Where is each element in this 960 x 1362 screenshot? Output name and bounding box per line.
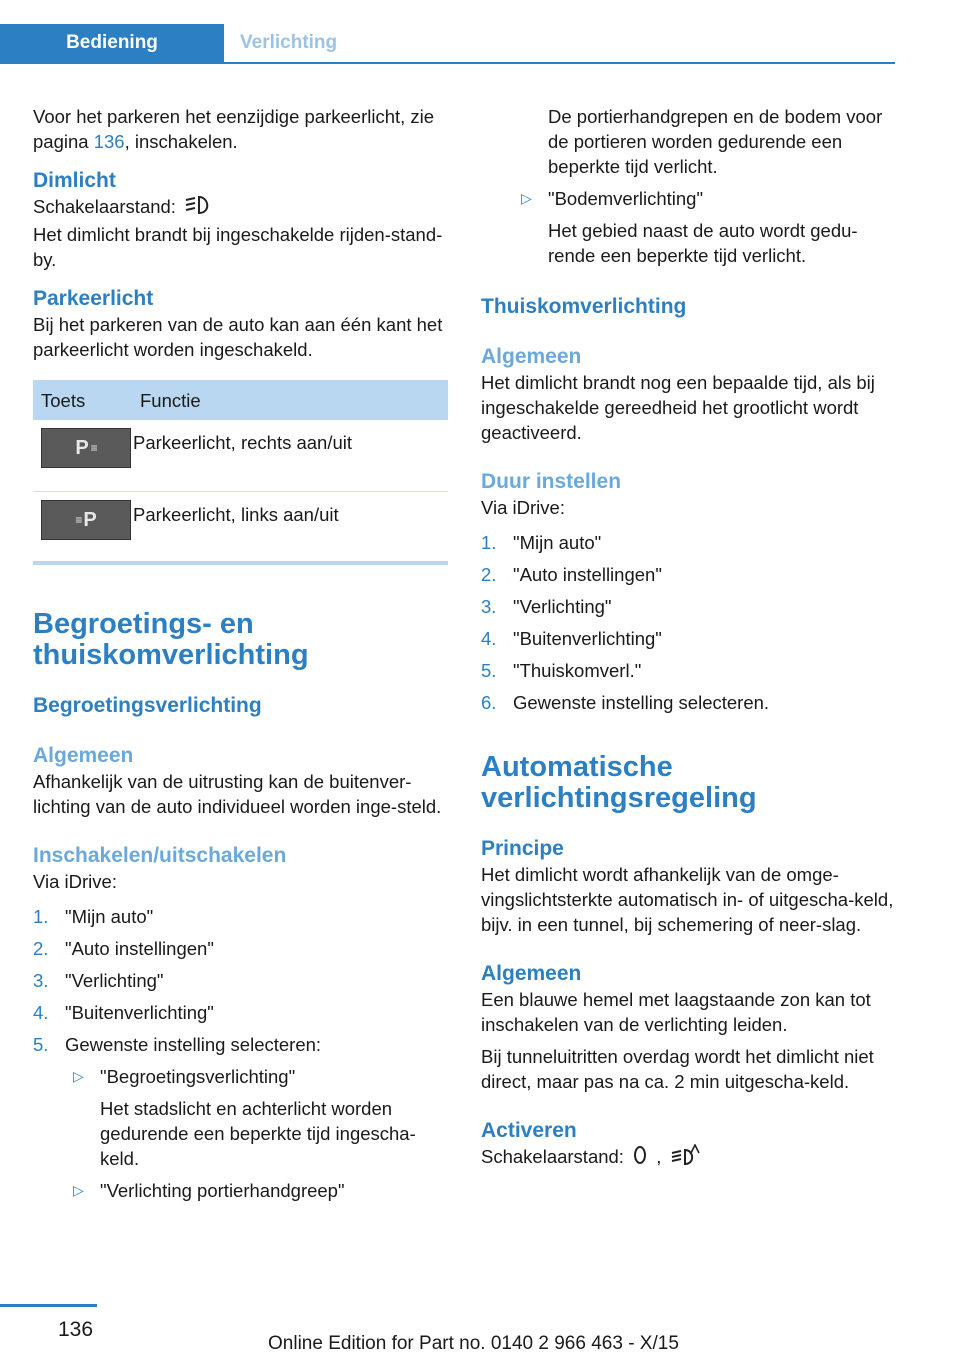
parking-light-right-icon: P ≡ [41,428,131,468]
list-item: 5. Gewenste instelling selecteren: [33,1034,322,1056]
header-tabs [0,24,895,64]
triangle-bullet-icon: ▷ [73,1182,84,1199]
algemeen-text: Het dimlicht brandt nog een bepaalde tijd, als bij ingeschakelde gereedheid het grootlicht wordt geactiveerd. [481,372,875,443]
activeren-switch: Schakelaarstand: , [481,1144,901,1172]
dimlicht-text: Het dimlicht brandt bij ingeschakelde rijden-stand-by. [33,224,443,271]
sub-item: ▷ "Begroetingsverlichting" Het stadslicht en achterlicht worden gedurende een beperkte tijd ingescha-keld. [73,1066,416,1170]
heading-parkeerlicht: Parkeerlicht [33,287,154,311]
heading-duur-instellen: Duur instellen [481,470,622,493]
tab-verlichting[interactable]: Verlichting [240,32,338,53]
list-item: 2. "Auto instellingen" [481,564,662,585]
footer-rule [0,1304,97,1307]
steps-list-right [481,530,901,722]
parking-light-left-icon: ≡ P [41,500,131,540]
heading-begroetingsverlichting: Begroetingsverlichting [33,694,262,718]
list-item: 1. "Mijn auto" [33,906,154,928]
light-off-icon [629,1144,651,1172]
list-item: 2. "Auto instellingen" [33,938,214,960]
via-idrive: Via iDrive: [481,497,565,518]
list-item: 4. "Buitenverlichting" [481,628,662,649]
footer-edition: Online Edition for Part no. 0140 2 966 463 - X/15 [268,1333,679,1354]
principe-text: Het dimlicht wordt afhankelijk van de omge-vingslichtsterkte automatisch in- of uitgescha-keld, bijv. in een tunnel, bij schemering of neer-slag. [481,864,894,935]
algemeen-text: Afhankelijk van de uitrusting kan de buitenver-lichting van de auto individueel worden inge-steld. [33,771,442,818]
steps-list-left [33,904,448,1064]
portier-text: De portierhandgrepen en de bodem voor de portieren worden gedurende een beperkte tijd verlicht. [548,106,883,177]
list-item: 1. "Mijn auto" [481,532,602,553]
left-column [33,104,448,1203]
heading-dimlicht: Dimlicht [33,169,116,192]
parking-light-table [33,380,448,565]
auto-light-icon [667,1144,701,1172]
sub-item: ▷ "Verlichting portierhandgreep" [73,1180,345,1202]
table-row [33,492,448,564]
list-item: 4. "Buitenverlichting" [33,1002,214,1024]
page-number: 136 [58,1318,94,1341]
list-item: 3. "Verlichting" [481,596,612,617]
heading-activeren: Activeren [481,1119,577,1142]
low-beam-icon [181,194,215,222]
heading-thuiskomverlichting: Thuiskomverlichting [481,295,687,318]
table-header-toets: Toets [33,380,132,420]
list-item: 5. "Thuiskomverl." [481,660,642,681]
table-header-functie: Functie [132,380,448,420]
right-column [481,104,901,1172]
dimlicht-switch: Schakelaarstand: [33,194,448,222]
parkeerlicht-text: Bij het parkeren van de auto kan aan één kant het parkeerlicht worden ingeschakeld. [33,314,443,361]
algemeen-text-2: Bij tunneluitritten overdag wordt het dimlicht niet direct, maar pas na ca. 2 min uitgescha-keld. [481,1046,874,1092]
intro-text: Voor het parkeren het eenzijdige parkeerlicht, zie pagina 136, inschakelen. [33,106,435,152]
triangle-bullet-icon: ▷ [73,1068,84,1085]
heading-algemeen: Algemeen [481,345,582,368]
heading-algemeen: Algemeen [33,744,134,768]
heading-begroetings-thuiskom: Begroetings- en thuiskomverlichting [33,608,309,672]
tab-bediening[interactable]: Bediening [0,24,224,62]
list-item: 6. Gewenste instelling selecteren. [481,692,770,713]
table-cell-function: Parkeerlicht, rechts aan/uit [132,420,448,492]
heading-principe: Principe [481,837,564,860]
table-header-row [33,380,448,420]
heading-algemeen-2: Algemeen [481,962,582,985]
page-link[interactable]: 136 [93,131,125,152]
triangle-bullet-icon: ▷ [521,190,532,206]
list-item: 3. "Verlichting" [33,970,164,992]
table-row [33,420,448,492]
algemeen-text-1: Een blauwe hemel met laagstaande zon kan tot inschakelen van de verlichting leiden. [481,989,871,1035]
via-idrive: Via iDrive: [33,871,117,893]
heading-inschakelen: Inschakelen/uitschakelen [33,844,287,868]
heading-automatische-verlichting: Automatische verlichtingsregeling [481,751,757,814]
table-cell-function: Parkeerlicht, links aan/uit [132,492,448,564]
sub-item: ▷ "Bodemverlichting" Het gebied naast de auto wordt gedu-rende een beperkte tijd verlicht. [521,188,858,266]
